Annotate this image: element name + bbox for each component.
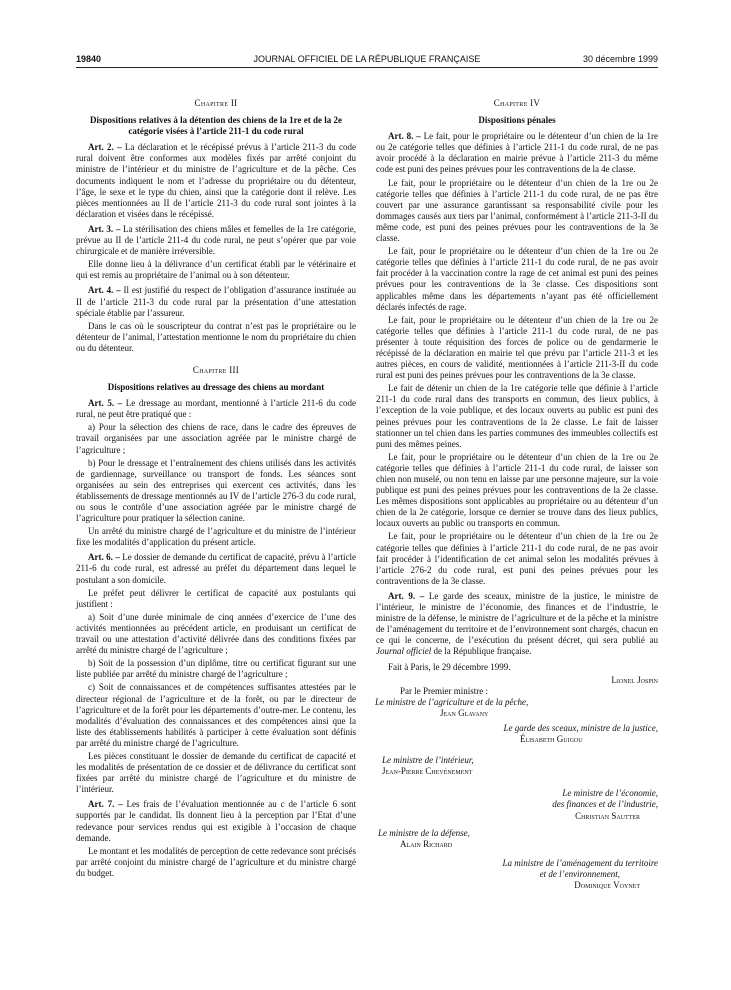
paragraph: Le montant et les modalités de perception de cette redevance sont précisés par arrêté conjoint du ministre chargé de l’agriculture et du ministre chargé du budget. [76, 845, 356, 878]
signatory-name: Jean Glavany [440, 707, 489, 718]
signatory-title: Le ministre de l’économie, [562, 788, 658, 799]
signatory-title: et de l’environnement, [539, 868, 620, 879]
chapter-title: Chapitre IV [493, 98, 541, 108]
paragraph: Elle donne lieu à la délivrance d’un certificat établi par le vétérinaire et qui est remis au propriétaire de l’animal ou à son détenteur. [76, 259, 356, 281]
by-prime-minister: Par le Premier ministre : [400, 685, 488, 696]
paragraph: b) Soit de la possession d’un diplôme, titre ou certificat figurant sur une liste publiée par arrêté du ministre chargé de l’agriculture ; [76, 658, 356, 680]
issue-date: 30 décembre 1999 [582, 54, 658, 64]
article-label: Art. 8. – [388, 131, 421, 142]
signatory-title: Le garde des sceaux, ministre de la justice, [503, 722, 658, 733]
paragraph: Le fait, pour le propriétaire ou le détenteur d’un chien de la 1re ou 2e catégorie telles que définies à l’article 211-1 du code rural, de ne pas présenter à toute réquisition des forces de police ou de gendarmerie le récépissé de la déclaration en mairie tel que prévu par l’article 211-3 et les autres pièces, en cours de validité, mentionnées à l’article 211-3-II du code rural est puni des peines prévues pour les contraventions de la 3e classe. [376, 314, 658, 381]
left-column [76, 98, 356, 881]
paragraph: Le fait, pour le propriétaire ou le détenteur d’un chien de la 1re ou 2e catégorie telles que définies à l’article 211-1 du code rural, de ne pas avoir fait procéder à l’identification de cet animal selon les modalités prévues à l’article 276-2 du code rural, est puni des peines prévues pour les contraventions de la 3e classe. [376, 531, 658, 586]
signatory-name: Élisabeth Guigou [520, 734, 583, 745]
article-2: Art. 2. – La déclaration et le récépissé prévus à l’article 211-3 du code rural doivent être conformes aux modèles fixés par arrêté conjoint du ministre de l’intérieur et du ministre de l’agriculture et de la pêche. Ces documents indiquent le nom et l’adresse du propriétaire ou du détenteur, l’âge, le sexe et le type du chien, ainsi que la catégorie dont il relève. Les pièces mentionnées au II de l’article 211-3 du code rural sont jointes à la déclaration et visées dans le récépissé. [76, 142, 357, 219]
signing-place-date: Fait à Paris, le 29 décembre 1999. [388, 661, 511, 672]
page-header [76, 54, 658, 66]
paragraph: Les pièces constituant le dossier de demande du certificat de capacité et les modalités de présentation de ce dossier et de délivrance du certificat sont fixées par arrêté du ministre chargé de l’agriculture et du ministre de l’intérieur. [76, 750, 356, 795]
signatory-name: Christian Sautter [575, 810, 640, 821]
article-6: Art. 6. – Le dossier de demande du certificat de capacité, prévu à l’article 211-6 du code rural, est adressé au préfet du département dans lequel le postulant a son domicile. [76, 552, 356, 585]
chapter-title: Chapitre III [192, 364, 240, 375]
chapter-heading: Dispositions pénales [478, 115, 556, 126]
article-9: Art. 9. – Le garde des sceaux, ministre de la justice, le ministre de l’intérieur, le ministre de l’économie, des finances et de l’industrie, le ministre de la défense, le ministre de l’agriculture et de la pêche et la ministre de l’aménagement du territoire et de l’environnement sont chargés, chacun en ce qui le concerne, de l’exécution du présent décret, qui sera publié au Journal officiel de la République française. [376, 590, 658, 657]
paragraph: Un arrêté du ministre chargé de l’agriculture et du ministre de l’intérieur fixe les modalités d’application du présent article. [76, 526, 356, 548]
signatory-name: Jean-Pierre Chevènement [382, 766, 473, 777]
paragraph: a) Pour la sélection des chiens de race, dans le cadre des épreuves de travail organisées par une association agréée par le ministre chargé de l’agriculture ; [76, 422, 356, 455]
signatory-title: Le ministre de la défense, [378, 827, 470, 838]
page-number: 19840 [76, 54, 102, 64]
paragraph: c) Soit de connaissances et de compétences suffisantes attestées par le directeur régional de l’agriculture et de la forêt, ou par le directeur de l’agriculture et de la forêt pour les départements d’outre-mer. Le contenu, les modalités d’évaluation des connaissances et des compétences ainsi que la liste des établissements habilités à participer à cette évaluation sont définis par arrêté du ministre chargé de l’agriculture. [76, 682, 356, 748]
chapter-title: Chapitre II [194, 98, 238, 108]
signatory-title: des finances et de l’industrie, [552, 799, 658, 810]
article-label: Art. 3. – [88, 223, 121, 234]
article-label: Art. 7. – [88, 799, 123, 810]
paragraph: Le fait, pour le propriétaire ou le détenteur d’un chien de la 1re ou 2e catégorie telles que définies à l’article 211-1 du code rural, de ne pas avoir fait procéder à la vaccination contre la rage de cet animal est puni des peines prévues pour les contraventions de la 3e classe. Ces dispositions sont applicables même dans les départements n’ayant pas été officiellement déclarés infectés de rage. [376, 246, 658, 312]
paragraph: Le préfet peut délivrer le certificat de capacité aux postulants qui justifient : [76, 587, 356, 609]
journal-reference: Journal officiel [376, 646, 432, 657]
signatory-title: Le ministre de l’intérieur, [382, 755, 474, 766]
article-label: Art. 5. – [88, 398, 123, 409]
article-label: Art. 4. – [88, 285, 121, 296]
article-label: Art. 9. – [388, 590, 425, 601]
article-3: Art. 3. – La stérilisation des chiens mâles et femelles de la 1re catégorie, prévue au II de l’article 211-4 du code rural, ne peut s’opérer que par voie chirurgicale et de manière irréversible. [76, 223, 356, 257]
paragraph: Le fait de détenir un chien de la 1re catégorie telle que définie à l’article 211-1 du code rural dans des transports en commun, des lieux publics, à l’exception de la voie publique, et des locaux ouverts au public est puni des peines prévues pour les contraventions de la 2e classe. Le fait de laisser stationner un tel chien dans les parties communes des immeubles collectifs est puni des mêmes peines. [376, 383, 658, 449]
header-rule [76, 67, 658, 68]
signatory-name: Dominique Voynet [574, 880, 640, 890]
right-column [376, 98, 658, 891]
paragraph: a) Soit d’une durée minimale de cinq années d’exercice de l’une des activités mentionnées au précédent article, en produisant un certificat de travail ou une attestation d’activité délivrée dans des conditions fixées par arrêté du ministre chargé de l’agriculture ; [76, 611, 356, 656]
paragraph: Le fait, pour le propriétaire ou le détenteur d’un chien de la 1re ou 2e catégorie telles que définies à l’article 211-1 du code rural, de ne pas être couvert par une assurance garantissant sa responsabilité civile pour les dommages causés aux tiers par l’animal, conformément à l’article 211-3-II du même code, est puni des peines prévues pour les contraventions de la 3e classe. [376, 177, 658, 244]
paragraph: Le fait, pour le propriétaire ou le détenteur d’un chien de la 1re ou 2e catégorie telles que définies à l’article 211-1 du code rural, de laisser son chien non muselé, ou non tenu en laisse par une personne majeure, sur la voie publique est puni des peines prévues pour les contraventions de la 2e classe. Les mêmes dispositions sont applicables au propriétaire ou au détenteur d’un chien de la 2e catégorie, lorsque ce dernier se trouve dans des lieux publics, locaux ouverts au public ou transports en commun. [376, 451, 658, 529]
journal-title: JOURNAL OFFICIEL DE LA RÉPUBLIQUE FRANÇAISE [253, 54, 481, 64]
paragraph: b) Pour le dressage et l’entraînement des chiens utilisés dans les activités de gardiennage, surveillance ou transport de fonds. Les séances sont organisées au sein des entreprises qui exercent ces activités, dans les établissements de dressage mentionnés au IV de l’article 276-3 du code rural, ou sous le contrôle d’une association agréée par le ministre chargé de l’agriculture pour pratiquer la sélection canine. [76, 457, 356, 524]
signatory-name: Alain Richard [400, 838, 453, 849]
article-label: Art. 2. – [88, 142, 122, 153]
article-label: Art. 6. – [88, 552, 120, 563]
article-7: Art. 7. – Les frais de l’évaluation mentionnée au c de l’article 6 sont supportés par le candidat. Ils donnent lieu à la perception par l’Etat d’une redevance pour services rendus qui est exigible à l’occasion de chaque demande. [76, 799, 356, 843]
paragraph: Dans le cas où le souscripteur du contrat n’est pas le propriétaire ou le détenteur de l’animal, l’attestation mentionne le nom du propriétaire du chien ou du détenteur. [76, 320, 356, 353]
chapter-heading: Dispositions relatives à la détention des chiens de la 1re et de la 2e catégorie visées à l’article 211-1 du code rural [90, 115, 342, 137]
article-4: Art. 4. – Il est justifié du respect de l’obligation d’assurance instituée au II de l’article 211-3 du code rural par la présentation d’une attestation spéciale établie par l’assureur. [76, 285, 356, 318]
signatory-title: Le ministre de l’agriculture et de la pêche, [375, 696, 529, 707]
signature-prime-minister: Lionel Jospin [611, 674, 658, 685]
article-5: Art. 5. – Le dressage au mordant, mentionné à l’article 211-6 du code rural, ne peut être pratiqué que : [76, 398, 356, 420]
signatory-title: La ministre de l’aménagement du territoire [502, 857, 658, 868]
chapter-heading: Dispositions relatives au dressage des chiens au mordant [107, 382, 325, 393]
article-8: Art. 8. – Le fait, pour le propriétaire ou le détenteur d’un chien de la 1re ou 2e catégorie telles que définies à l’article 211-1 du code rural, de ne pas avoir procédé à la déclaration en mairie prévue à l’article 211-3 du même code est puni des peines prévues pour les contraventions de la 4e classe. [376, 131, 658, 175]
